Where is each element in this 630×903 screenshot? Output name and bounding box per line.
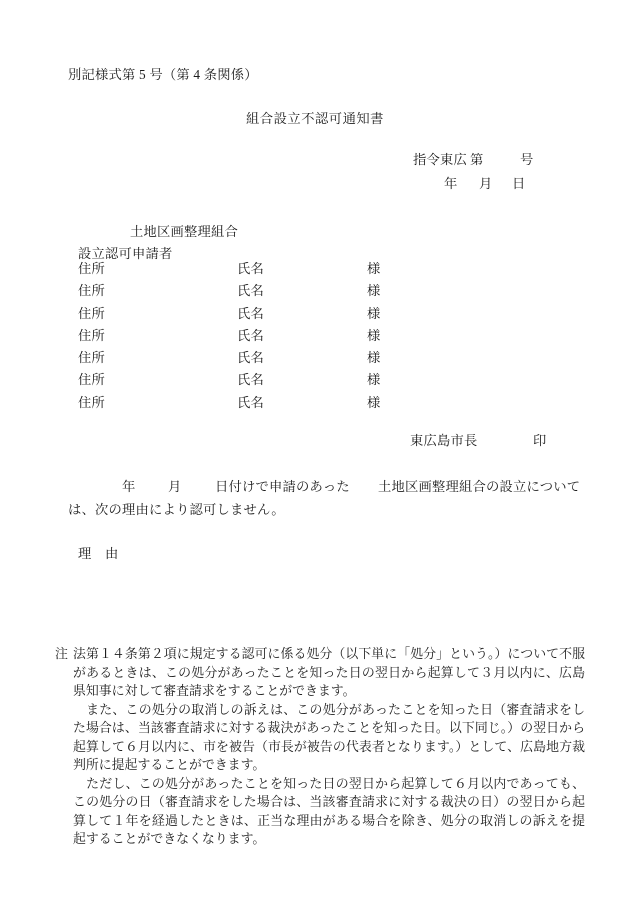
name-label: 氏名 [237, 372, 264, 387]
address-label: 住所 [78, 350, 105, 365]
honorific-label: 様 [367, 283, 381, 298]
body-date-month: 月 [168, 479, 182, 494]
applicant-row [78, 395, 558, 413]
directive-office-prefix: 指令東広 [413, 152, 467, 167]
note-paragraph: また、この処分の取消しの訴えは、この処分があったことを知った日（審査請求をした場合は、当該審査請求に対する裁決があったことを知った日。以下同じ。）の翌日から起算して６月以内に、市を被告（市長が被告の代表者となります。）として、広島地方裁判所に提起することができます。 [73, 702, 585, 773]
name-label: 氏名 [237, 261, 264, 276]
address-label: 住所 [78, 261, 105, 276]
applicant-row [78, 372, 558, 390]
honorific-label: 様 [367, 261, 381, 276]
name-label: 氏名 [237, 395, 264, 410]
body-applied-text: 日付けで申請のあった [215, 479, 350, 494]
address-label: 住所 [78, 395, 105, 410]
name-label: 氏名 [237, 283, 264, 298]
note-block [73, 645, 585, 849]
name-label: 氏名 [237, 350, 264, 365]
note-paragraph: 法第１４条第２項に規定する認可に係る処分（以下単に「処分」という。）について不服があるときは、この処分があったことを知った日の翌日から起算して３月以内に、広島県知事に対して審査請求をすることができます。 [73, 647, 585, 699]
address-label: 住所 [78, 328, 105, 343]
applicant-row [78, 306, 558, 324]
name-label: 氏名 [237, 306, 264, 321]
honorific-label: 様 [367, 306, 381, 321]
address-label: 住所 [78, 306, 105, 321]
directive-number-label: 第 [470, 152, 484, 167]
body-second-line: は、次の理由により認可しません。 [68, 502, 285, 517]
reason-heading: 理 由 [78, 546, 119, 561]
applicant-row [78, 328, 558, 346]
date-month-label: 月 [479, 176, 493, 191]
issuer-title: 東広島市長 [410, 433, 478, 448]
honorific-label: 様 [367, 350, 381, 365]
note-paragraph: ただし、この処分があったことを知った日の翌日から起算して６月以内であっても、この処分の日（審査請求をした場合は、当該審査請求に対する裁決の日）の翌日から起算して１年を経過したときは、正当な理由がある場合を除き、処分の取消しの訴えを提起することができなくなります。 [73, 776, 585, 847]
union-name-line: 土地区画整理組合 [130, 224, 238, 239]
date-day-label: 日 [512, 176, 526, 191]
date-year-label: 年 [444, 176, 458, 191]
address-label: 住所 [78, 283, 105, 298]
honorific-label: 様 [367, 372, 381, 387]
honorific-label: 様 [367, 328, 381, 343]
applicant-heading: 設立認可申請者 [78, 246, 173, 261]
name-label: 氏名 [237, 328, 264, 343]
honorific-label: 様 [367, 395, 381, 410]
applicant-row [78, 261, 558, 279]
applicant-row [78, 350, 558, 368]
body-date-year: 年 [122, 479, 136, 494]
note-label: 注 [55, 647, 68, 661]
seal-label: 印 [533, 433, 547, 448]
form-number: 別記様式第 5 号（第 4 条関係） [68, 67, 258, 82]
page-title: 組合設立不認可通知書 [246, 111, 384, 126]
address-label: 住所 [78, 372, 105, 387]
body-union-text: 土地区画整理組合の設立について [378, 479, 581, 494]
applicant-row [78, 283, 558, 301]
directive-number-unit: 号 [520, 152, 534, 167]
